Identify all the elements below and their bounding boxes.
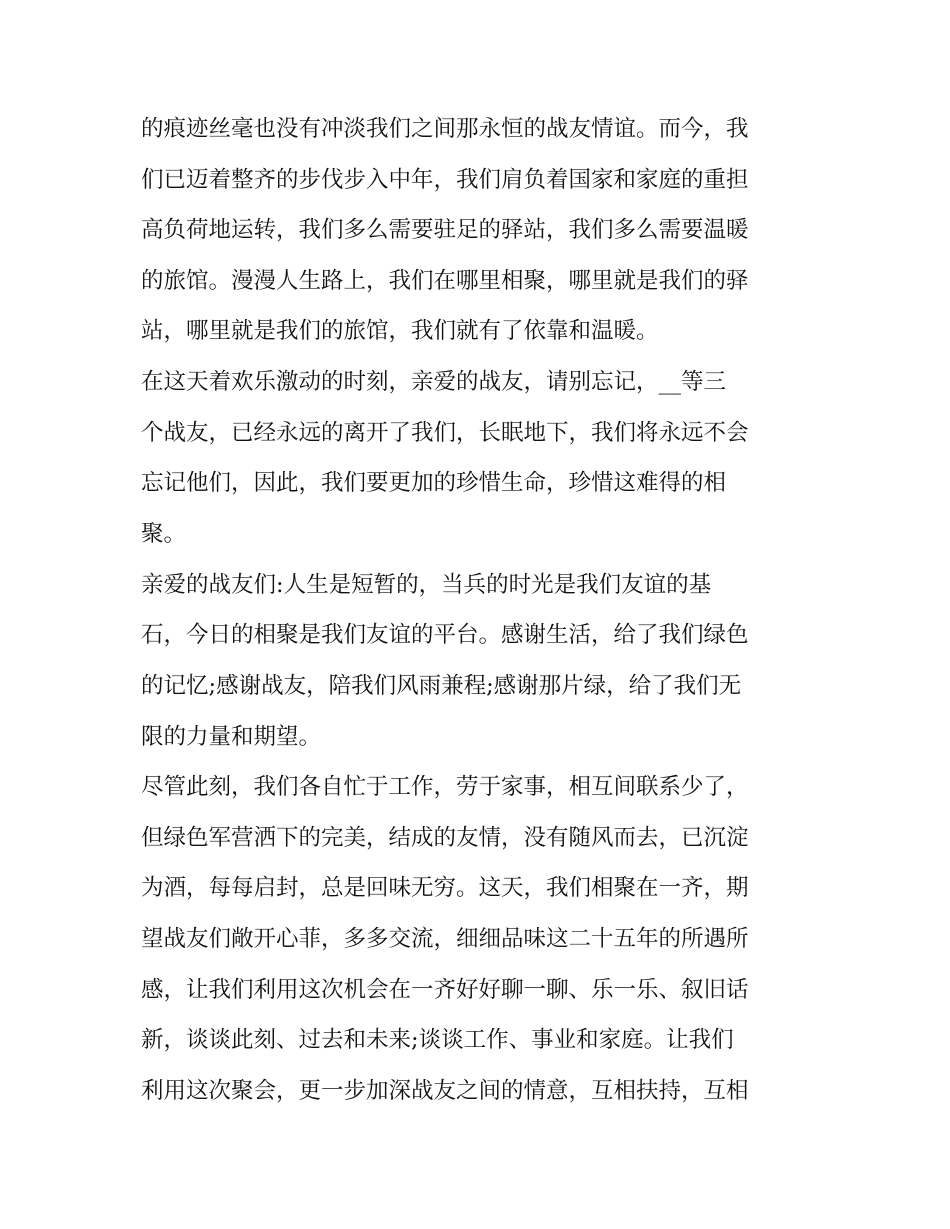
text-line: 石，今日的相聚是我们友谊的平台。感谢生活，给了我们绿色 xyxy=(141,622,749,648)
text-line: 站，哪里就是我们的旅馆，我们就有了依靠和温暖。 xyxy=(141,318,659,344)
text-line: 忘记他们，因此，我们要更加的珍惜生命，珍惜这难得的相 xyxy=(141,470,727,496)
text-line: 聚。 xyxy=(141,521,187,547)
text-line: 亲爱的战友们:人生是短暂的，当兵的时光是我们友谊的基 xyxy=(141,572,712,598)
text-line: 限的力量和期望。 xyxy=(141,724,322,750)
text-line: 感，让我们利用这次机会在一齐好好聊一聊、乐一乐、叙旧话 xyxy=(141,977,749,1003)
text-line: 尽管此刻，我们各自忙于工作，劳于家事，相互间联系少了， xyxy=(141,774,749,800)
text-line: 的记忆;感谢战友，陪我们风雨兼程;感谢那片绿，给了我们无 xyxy=(141,673,742,699)
text-line: 高负荷地运转，我们多么需要驻足的驿站，我们多么需要温暖 xyxy=(141,217,749,243)
text-line: 的旅馆。漫漫人生路上，我们在哪里相聚，哪里就是我们的驿 xyxy=(141,268,749,294)
text-line: 新，谈谈此刻、过去和未来;谈谈工作、事业和家庭。让我们 xyxy=(141,1027,734,1053)
text-line: 的痕迹丝毫也没有冲淡我们之间那永恒的战友情谊。而今，我 xyxy=(141,116,749,142)
text-line: 为酒，每每启封，总是回味无穷。这天，我们相聚在一齐，期 xyxy=(141,875,749,901)
text-line: 利用这次聚会，更一步加深战友之间的情意，互相扶持，互相 xyxy=(141,1078,749,1104)
text-line: 个战友，已经永远的离开了我们，长眠地下，我们将永远不会 xyxy=(141,420,749,446)
text-line: 在这天着欢乐激动的时刻，亲爱的战友，请别忘记，__等三 xyxy=(141,369,727,395)
text-line: 但绿色军营洒下的完美，结成的友情，没有随风而去，已沉淀 xyxy=(141,825,749,851)
text-line: 们已迈着整齐的步伐步入中年，我们肩负着国家和家庭的重担 xyxy=(141,167,749,193)
text-line: 望战友们敞开心菲，多多交流，细细品味这二十五年的所遇所 xyxy=(141,926,749,952)
